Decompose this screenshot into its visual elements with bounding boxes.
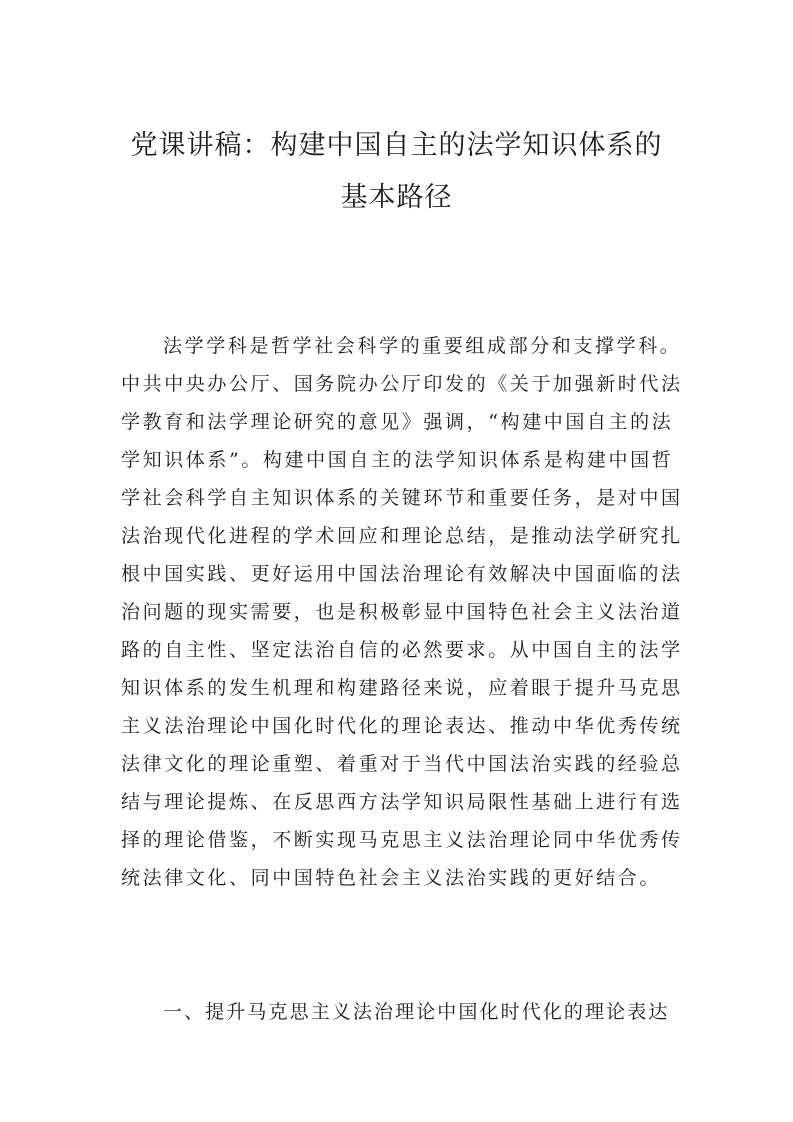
paragraph-line: 学教育和法学理论研究的意见》强调，“构建中国自主的法 bbox=[121, 411, 674, 433]
paragraph-line: 路的自主性、坚定法治自信的必然要求。从中国自主的法学 bbox=[121, 639, 683, 661]
document-title-line-2: 基本路径 bbox=[340, 182, 453, 213]
paragraph-line: 择的理论借鉴，不断实现马克思主义法治理论同中华优秀传 bbox=[121, 829, 683, 851]
paragraph-line: 结与理论提炼、在反思西方法学知识局限性基础上进行有选 bbox=[121, 791, 683, 813]
paragraph-line: 法治现代化进程的学术回应和理论总结，是推动法学研究扎 bbox=[121, 525, 683, 547]
paragraph-line: 治问题的现实需要，也是积极彰显中国特色社会主义法治道 bbox=[121, 601, 683, 623]
paragraph-line: 知识体系的发生机理和构建路径来说，应着眼于提升马克思 bbox=[121, 677, 683, 699]
paragraph-line: 学社会科学自主知识体系的关键环节和重要任务，是对中国 bbox=[121, 487, 683, 509]
paragraph-line: 统法律文化、同中国特色社会主义法治实践的更好结合。 bbox=[121, 867, 662, 889]
paragraph-line: 根中国实践、更好运用中国法治理论有效解决中国面临的法 bbox=[121, 563, 683, 585]
section-heading: 一、提升马克思主义法治理论中国化时代化的理论表达 bbox=[163, 1001, 670, 1023]
paragraph-line: 中共中央办公厅、国务院办公厅印发的《关于加强新时代法 bbox=[121, 373, 683, 395]
paragraph-line: 主义法治理论中国化时代化的理论表达、推动中华优秀传统 bbox=[121, 715, 683, 737]
paragraph-line: 法学学科是哲学社会科学的重要组成部分和支撑学科。 bbox=[163, 335, 682, 357]
document-title-line-1: 党课讲稿：构建中国自主的法学知识体系的 bbox=[130, 130, 663, 161]
paragraph-line: 学知识体系”。构建中国自主的法学知识体系是构建中国哲 bbox=[121, 449, 674, 471]
paragraph-line: 法律文化的理论重塑、着重对于当代中国法治实践的经验总 bbox=[121, 753, 683, 775]
